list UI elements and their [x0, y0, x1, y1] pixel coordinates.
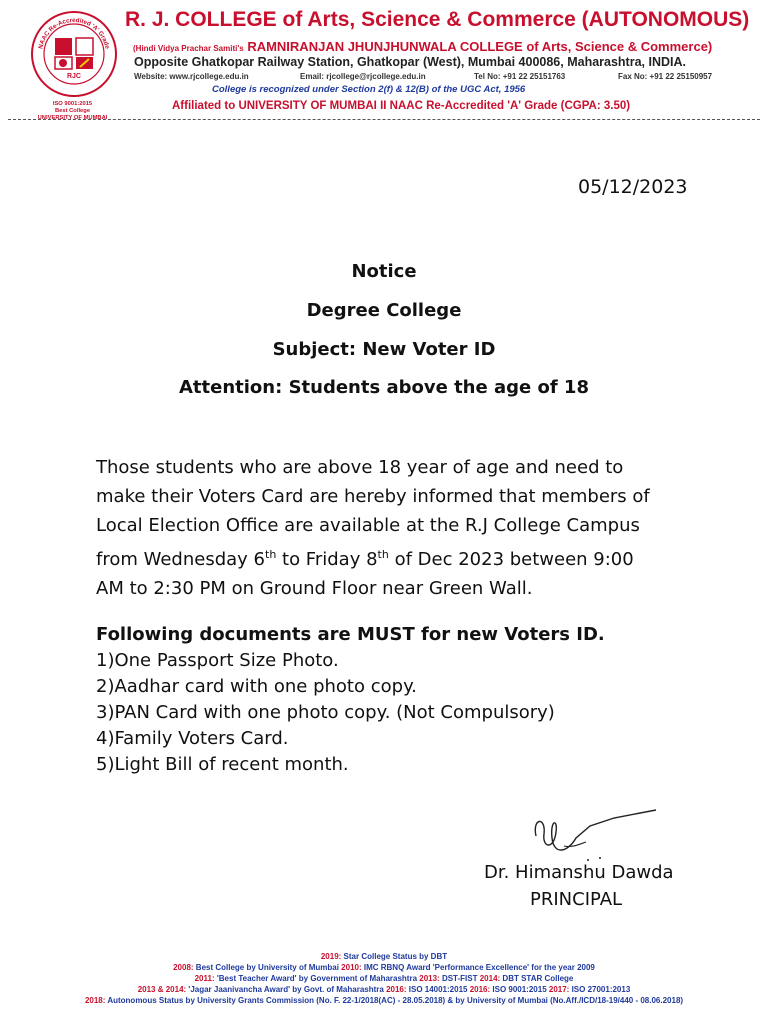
- body-line-2: make their Voters Card are hereby informed that members of: [96, 486, 650, 507]
- college-address: Opposite Ghatkopar Railway Station, Ghatkopar (West), Mumbai 400086, Maharashtra, INDIA.: [134, 55, 686, 69]
- ugc-recognition: College is recognized under Section 2(f) & 12(B) of the UGC Act, 1956: [212, 84, 526, 95]
- website: Website: www.rjcollege.edu.in: [134, 72, 249, 81]
- body-line-1: Those students who are above 18 year of age and need to: [96, 457, 624, 478]
- letterhead-divider: [8, 119, 760, 120]
- award-line-2: 2008: Best College by University of Mumbai 2010: IMC RBNQ Award 'Performance Excellence' for the year 2009: [173, 963, 595, 972]
- list-item: 5)Light Bill of recent month.: [96, 754, 349, 775]
- trust-prefix: (Hindi Vidya Prachar Samiti's: [133, 44, 244, 53]
- logo-monogram: RJC: [66, 73, 82, 80]
- notice-attention: Attention: Students above the age of 18: [179, 377, 589, 398]
- college-name: R. J. COLLEGE of Arts, Science & Commerce (AUTONOMOUS): [125, 8, 750, 31]
- body-line-3: Local Election Office are available at the R.J College Campus: [96, 515, 640, 536]
- logo-caption-iso: ISO 9001:2015: [52, 101, 93, 107]
- email: Email: rjcollege@rjcollege.edu.in: [300, 72, 426, 81]
- notice-date: 05/12/2023: [578, 176, 688, 198]
- notice-body: [96, 453, 696, 603]
- list-item: 2)Aadhar card with one photo copy.: [96, 676, 417, 697]
- college-logo: [30, 10, 118, 98]
- logo-caption-univ: UNIVERSITY OF MUMBAI: [37, 115, 108, 121]
- telephone: Tel No: +91 22 25151763: [474, 72, 566, 81]
- body-line-4: from Wednesday 6th to Friday 8th of Dec 2023 between 9:00: [96, 548, 634, 570]
- documents-list: [96, 622, 696, 778]
- logo-caption-best: Best College: [54, 108, 91, 114]
- principal-signature: [524, 808, 664, 868]
- principal-name: Dr. Himanshu Dawda: [484, 862, 674, 883]
- award-line-3: 2011: 'Best Teacher Award' by Government of Maharashtra 2013: DST-FIST 2014: DBT STAR College: [194, 974, 574, 983]
- notice-department: Degree College: [306, 300, 462, 321]
- award-line-1: 2019: Star College Status by DBT: [320, 952, 448, 961]
- notice-title: Notice: [351, 261, 417, 282]
- fax: Fax No: +91 22 25150957: [618, 72, 713, 81]
- list-item: 1)One Passport Size Photo.: [96, 650, 339, 671]
- award-line-5: 2018: Autonomous Status by University Grants Commission (No. F. 22-1/2018(AC) - 28.05.2018) & by University of Mumbai (No.Aff./ICD/18-19/440 - 08.06.2018): [84, 996, 684, 1005]
- awards-footer: [0, 951, 768, 1006]
- notice-subject: Subject: New Voter ID: [272, 339, 496, 360]
- principal-title: PRINCIPAL: [530, 889, 623, 910]
- month: Dec: [417, 549, 453, 570]
- logo-ring-text: NAAC Re-Accredited 'A' Grade: [37, 16, 111, 50]
- body-line-5: AM to 2:30 PM on Ground Floor near Green Wall.: [96, 578, 533, 599]
- college-full-name: [133, 39, 763, 54]
- affiliation: Affiliated to UNIVERSITY OF MUMBAI II NAAC Re-Accredited 'A' Grade (CGPA: 3.50): [172, 100, 631, 112]
- list-item: 4)Family Voters Card.: [96, 728, 289, 749]
- college-full-name-text: RAMNIRANJAN JHUNJHUNWALA COLLEGE of Arts, Science & Commerce): [247, 39, 713, 54]
- list-item: 3)PAN Card with one photo copy. (Not Compulsory): [96, 702, 555, 723]
- documents-heading: Following documents are MUST for new Voters ID.: [96, 624, 605, 645]
- award-line-4: 2013 & 2014: 'Jagar Jaanivancha Award' by Govt. of Maharashtra 2016: ISO 14001:2015 2016: ISO 9001:2015 2017: ISO 27001:2013: [137, 985, 631, 994]
